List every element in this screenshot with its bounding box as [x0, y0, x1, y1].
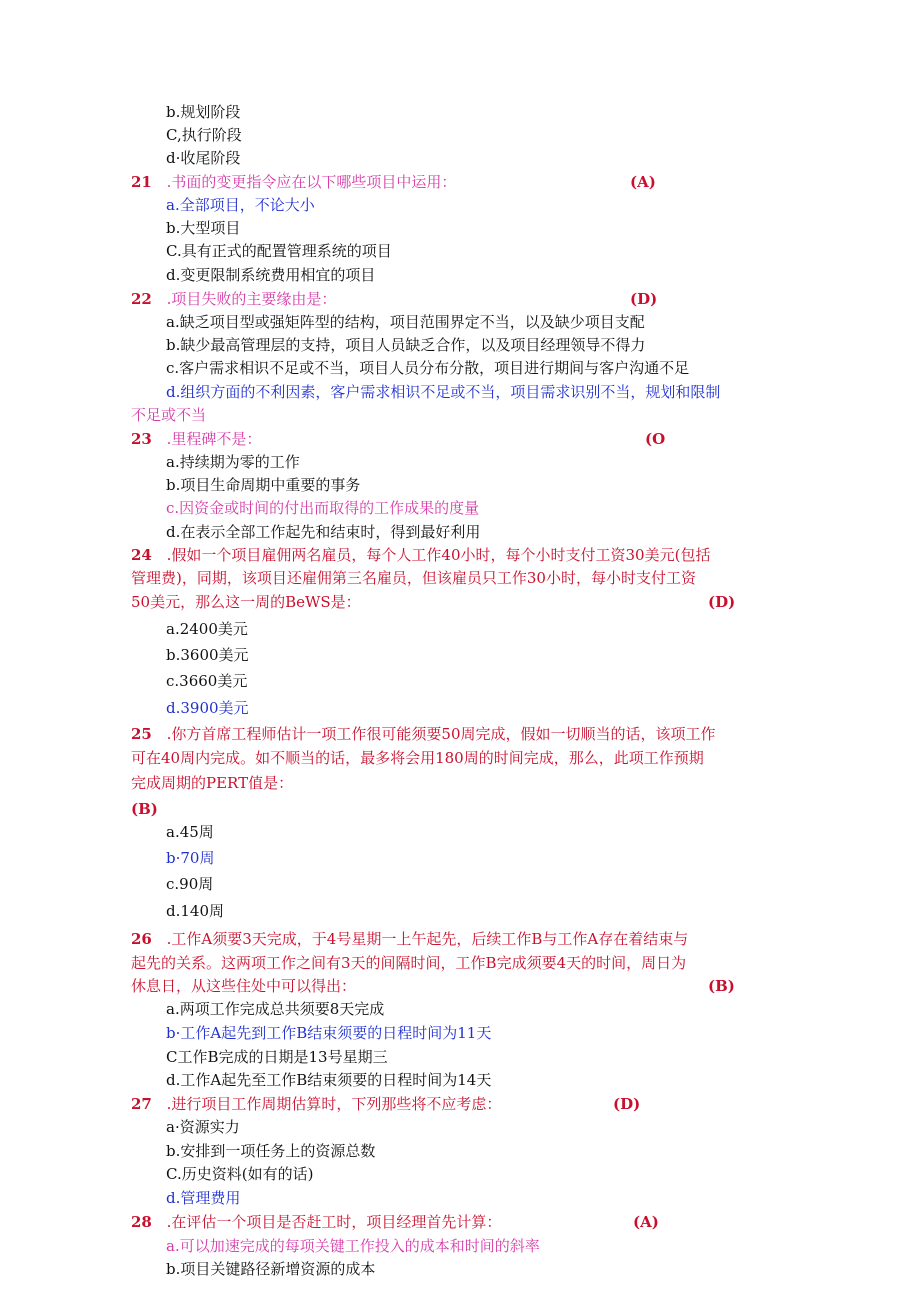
q23-option-b: b.项目生命周期中重要的事务	[166, 476, 361, 494]
q27-option-d: d.管理费用	[166, 1189, 241, 1207]
q23-answer: (O	[645, 430, 666, 448]
q21-option-c: C.具有正式的配置管理系统的项目	[166, 242, 392, 260]
q27-option-b: b.安排到一项任务上的资源总数	[166, 1142, 376, 1160]
q25-text-line1: .你方首席工程师估计一项工作很可能须要50周完成，假如一切顺当的话，该项工作	[166, 725, 716, 743]
q27-text: .进行项目工作周期估算时，下列那些将不应考虑：	[166, 1095, 502, 1113]
q23-option-a: a.持续期为零的工作	[166, 453, 300, 471]
q22-option-a: a.缺乏项目型或强矩阵型的结构，项目范围界定不当，以及缺少项目支配	[166, 313, 645, 331]
q25-option-b: b·70周	[166, 849, 215, 867]
q26-text-line2: 起先的关系。这两项工作之间有3天的间隔时间，工作B完成须要4天的时间，周日为	[131, 954, 687, 972]
q26-answer: (B)	[708, 977, 735, 995]
q24-text-line3: 50美元，那么这一周的BeWS是：	[131, 593, 361, 611]
q22-text: .项目失败的主要缘由是：	[166, 290, 337, 308]
q27-question	[131, 1093, 501, 1115]
q25-option-c: c.90周	[166, 875, 214, 893]
q26-option-b: b·工作A起先到工作B结束须要的日程时间为11天	[166, 1024, 492, 1042]
q28-number: 28	[131, 1213, 152, 1231]
q22-option-b: b.缺少最高管理层的支持，项目人员缺乏合作，以及项目经理领导不得力	[166, 336, 646, 354]
q24-option-d: d.3900美元	[166, 699, 249, 717]
q21-text: .书面的变更指令应在以下哪些项目中运用：	[166, 173, 457, 191]
q24-answer: (D)	[708, 593, 736, 611]
q28-question	[131, 1211, 501, 1233]
q27-option-c: C.历史资料(如有的话)	[166, 1165, 314, 1183]
q21-option-d: d.变更限制系统费用相宜的项目	[166, 266, 376, 284]
q23-text: .里程碑不是：	[166, 430, 262, 448]
q21-answer: (A)	[630, 173, 656, 191]
q21-number: 21	[131, 173, 152, 191]
q24-text-line2: 管理费)，同期，该项目还雇佣第三名雇员，但该雇员只工作30小时，每小时支付工资	[131, 569, 696, 587]
q26-text-line3: 休息日，从这些住处中可以得出：	[131, 977, 357, 995]
q22-number: 22	[131, 290, 152, 308]
q22-answer: (D)	[630, 290, 658, 308]
q24-question-line1	[131, 544, 710, 566]
q23-option-d: d.在表示全部工作起先和结束时，得到最好利用	[166, 523, 481, 541]
q27-answer: (D)	[613, 1095, 641, 1113]
q26-number: 26	[131, 930, 152, 948]
q24-number: 24	[131, 546, 152, 564]
q22-question	[131, 288, 336, 310]
q22-option-d: d.组织方面的不利因素，客户需求相识不足或不当，项目需求识别不当，规划和限制	[166, 383, 721, 401]
q25-text-line3: 完成周期的PERT值是：	[131, 774, 294, 792]
q26-text-line1: .工作A须要3天完成，于4号星期一上午起先，后续工作B与工作A存在着结束与	[166, 930, 689, 948]
q25-question-line1	[131, 723, 716, 745]
q26-option-a: a.两项工作完成总共须要8天完成	[166, 1000, 385, 1018]
q24-option-b: b.3600美元	[166, 646, 249, 664]
q25-text-line2: 可在40周内完成。如不顺当的话，最多将会用180周的时间完成，那么，此项工作预期	[131, 749, 704, 767]
q27-option-a: a·资源实力	[166, 1118, 240, 1136]
q27-number: 27	[131, 1095, 152, 1113]
q21-option-b: b.大型项目	[166, 219, 241, 237]
q21-question	[131, 171, 456, 193]
q21-option-a: a.全部项目，不论大小	[166, 196, 315, 214]
q23-option-c: c.因资金或时间的付出而取得的工作成果的度量	[166, 499, 480, 517]
q23-question	[131, 428, 261, 450]
q22-option-d-cont: 不足或不当	[131, 406, 207, 424]
q22-option-c: c.客户需求相识不足或不当，项目人员分布分散，项目进行期间与客户沟通不足	[166, 359, 690, 377]
q25-number: 25	[131, 725, 152, 743]
q26-option-d: d.工作A起先至工作B结束须要的日程时间为14天	[166, 1071, 492, 1089]
q24-text-line1: .假如一个项目雇佣两名雇员，每个人工作40小时，每个小时支付工资30美元(包括	[166, 546, 711, 564]
q20-option-d: d·收尾阶段	[166, 149, 241, 167]
q25-option-d: d.140周	[166, 902, 225, 920]
q25-answer: (B)	[131, 800, 158, 818]
q20-option-b: b.规划阶段	[166, 103, 241, 121]
q26-question-line1	[131, 928, 688, 950]
q28-option-b: b.项目关键路径新增资源的成本	[166, 1260, 376, 1278]
q25-option-a: a.45周	[166, 823, 214, 841]
q28-option-a: a.可以加速完成的每项关键工作投入的成本和时间的斜率	[166, 1237, 540, 1255]
q20-option-c: C,执行阶段	[166, 126, 242, 144]
q28-answer: (A)	[633, 1213, 659, 1231]
q26-option-c: C工作B完成的日期是13号星期三	[166, 1048, 388, 1066]
q23-number: 23	[131, 430, 152, 448]
q28-text: .在评估一个项目是否赶工时，项目经理首先计算：	[166, 1213, 502, 1231]
q24-option-c: c.3660美元	[166, 672, 248, 690]
q24-option-a: a.2400美元	[166, 620, 248, 638]
